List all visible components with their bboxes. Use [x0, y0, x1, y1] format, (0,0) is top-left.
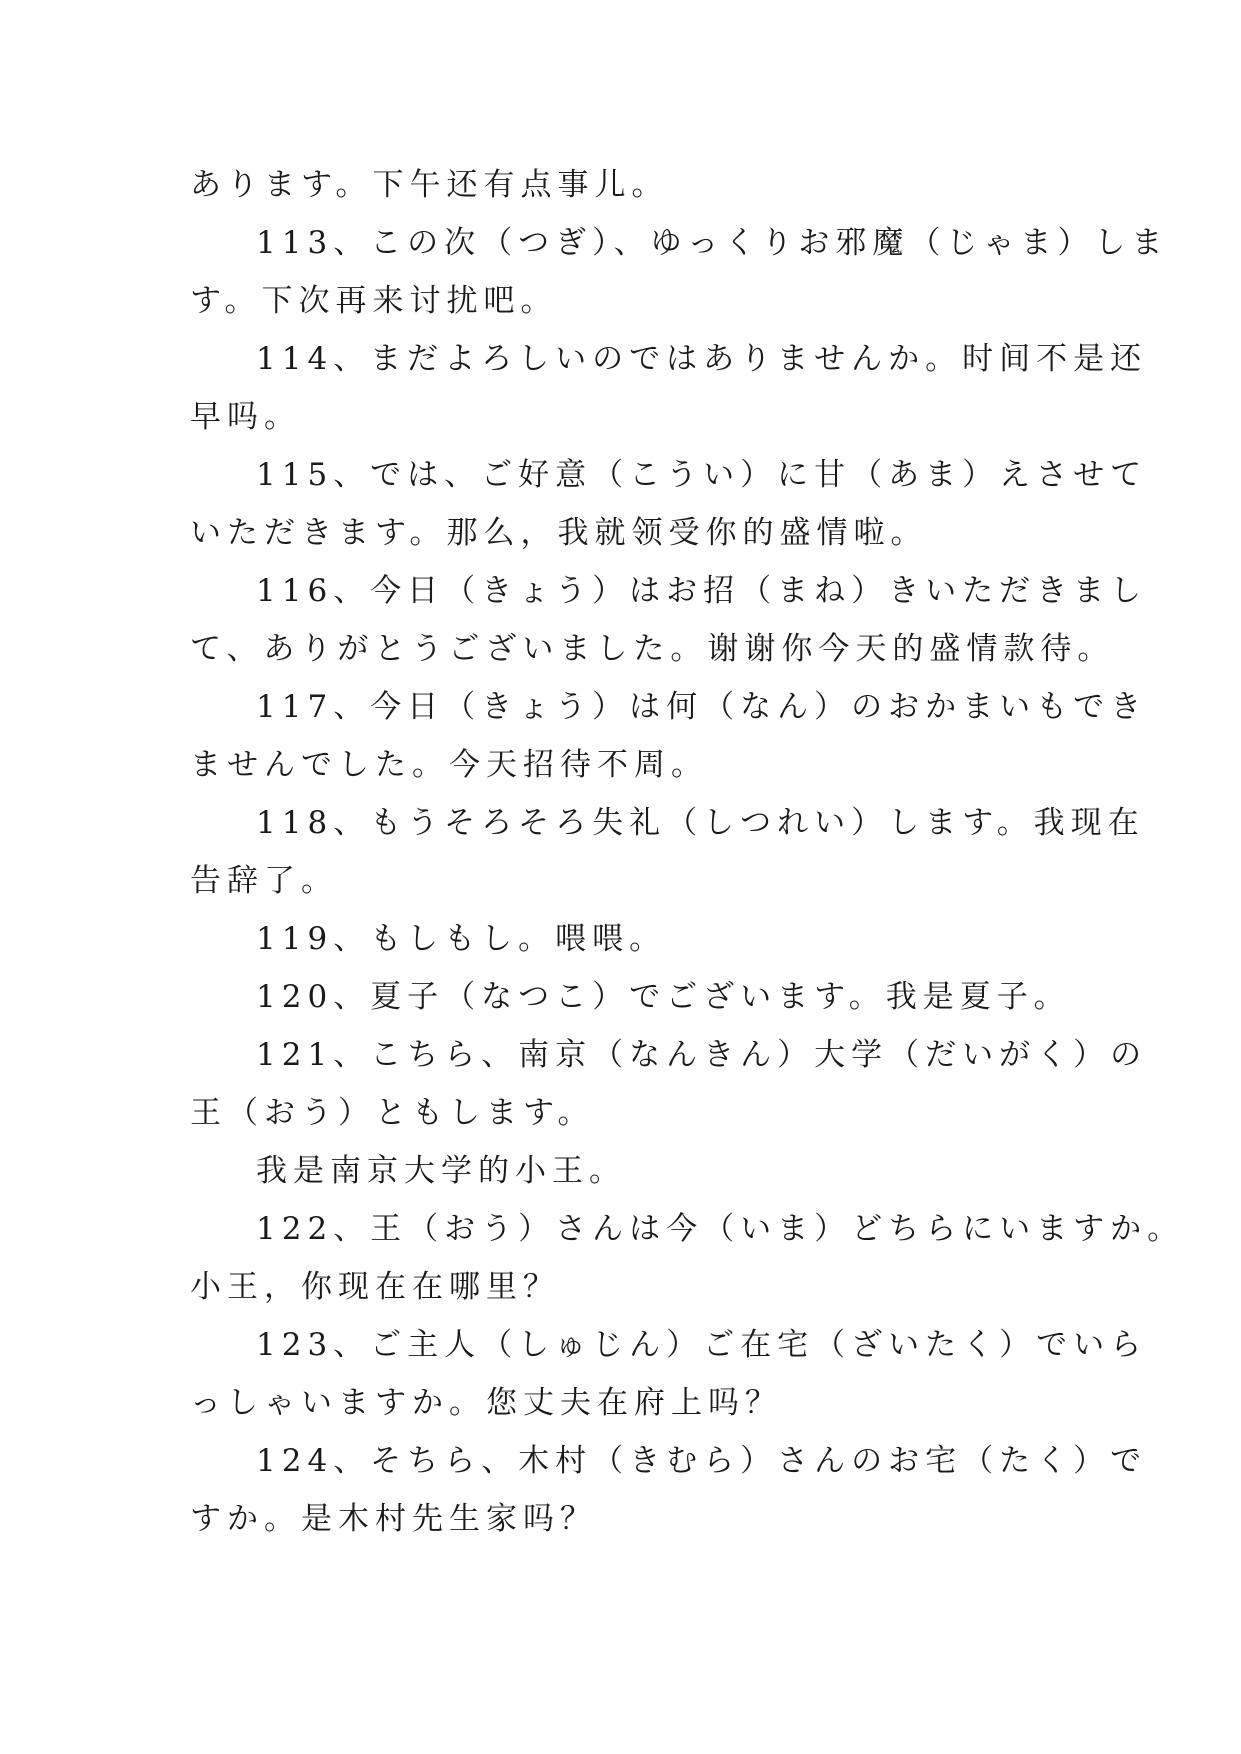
text-line: っしゃいますか。您丈夫在府上吗？: [190, 1385, 782, 1421]
text-line: すか。是木村先生家吗？: [190, 1501, 597, 1537]
text-line: 我是南京大学的小王。: [256, 1153, 626, 1189]
text-line: 早吗。: [190, 399, 301, 435]
text-line: 124、そちら、木村（きむら）さんのお宅（たく）で: [256, 1443, 1148, 1479]
text-line: 122、王（おう）さんは今（いま）どちらにいますか。: [256, 1211, 1185, 1247]
text-line: 114、まだよろしいのではありませんか。时间不是还: [256, 341, 1148, 377]
text-line: いただきます。那么，我就领受你的盛情啦。: [190, 515, 928, 551]
text-line: 121、こちら、南京（なんきん）大学（だいがく）の: [256, 1037, 1148, 1073]
text-line: 115、では、ご好意（こうい）に甘（あま）えさせて: [256, 457, 1148, 493]
text-line: 告辞了。: [190, 863, 338, 899]
text-line: 120、夏子（なつこ）でございます。我是夏子。: [256, 979, 1071, 1015]
text-line: 小王，你现在在哪里？: [190, 1269, 560, 1305]
text-line: て、ありがとうございました。谢谢你今天的盛情款待。: [190, 631, 1115, 667]
text-line: 119、もしもし。喂喂。: [256, 921, 667, 957]
text-line: 117、今日（きょう）は何（なん）のおかまいもでき: [256, 689, 1148, 725]
text-line: あります。下午还有点事儿。: [190, 167, 669, 203]
text-line: ませんでした。今天招待不周。: [190, 747, 708, 783]
text-line: 116、今日（きょう）はお招（まね）きいただきまし: [256, 573, 1148, 609]
document-body: [190, 156, 1185, 1548]
text-line: 123、ご主人（しゅじん）ご在宅（ざいたく）でいら: [256, 1327, 1148, 1363]
text-line: 王（おう）ともします。: [190, 1095, 595, 1131]
text-line: 118、もうそろそろ失礼（しつれい）します。我现在: [256, 805, 1145, 841]
text-line: す。下次再来讨扰吧。: [190, 283, 558, 319]
text-line: 113、この次（つぎ）、ゆっくりお邪魔（じゃま）しま: [256, 225, 1169, 261]
